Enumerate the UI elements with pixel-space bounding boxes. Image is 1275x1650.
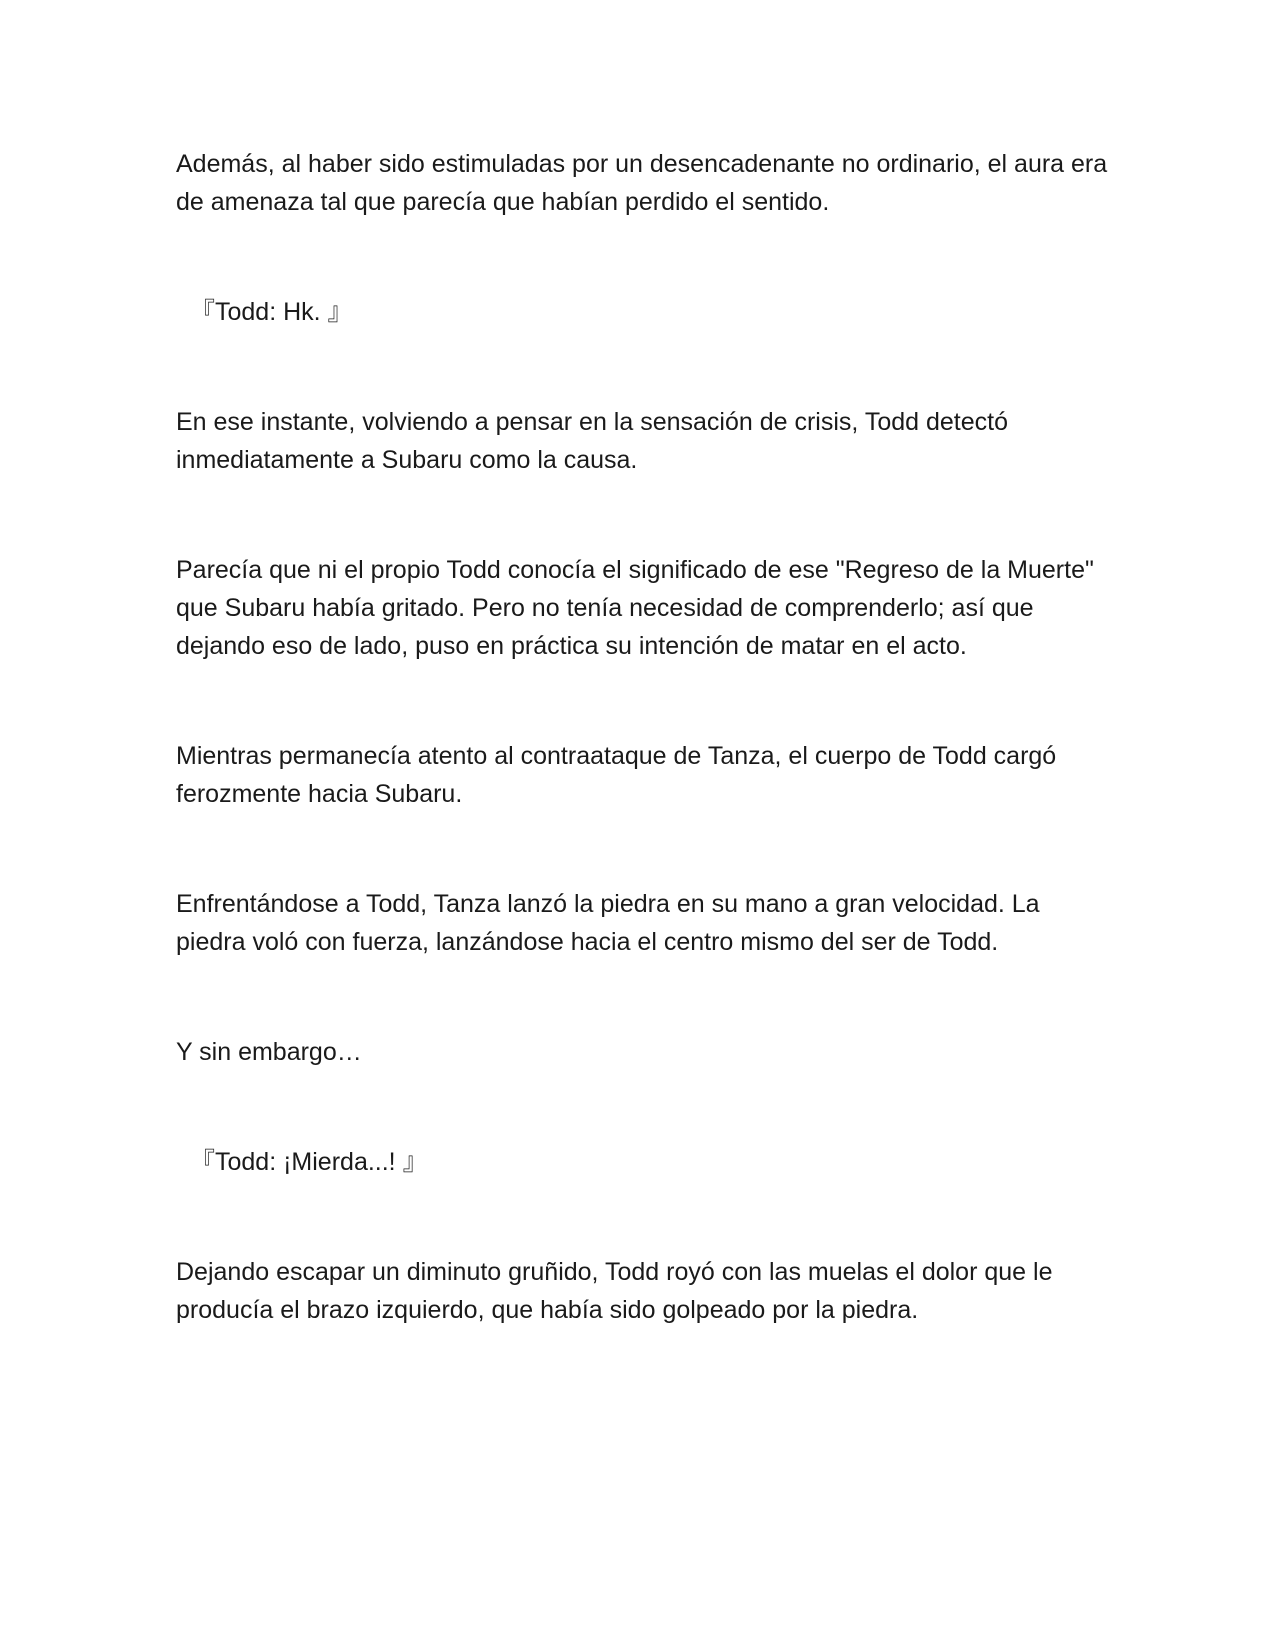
paragraph-3: Parecía que ni el propio Todd conocía el significado de ese "Regreso de la Muerte" que Subaru había gritado. Pero no tenía necesidad de comprenderlo; así que dejando eso de lado, puso en práctica su intención de matar en el acto. [176, 556, 1094, 660]
paragraph-4: Mientras permanecía atento al contraataque de Tanza, el cuerpo de Todd cargó ferozmente hacia Subaru. [176, 742, 1057, 808]
text-body [176, 145, 1111, 1401]
paragraph-2: En ese instante, volviendo a pensar en la sensación de crisis, Todd detectó inmediatamente a Subaru como la causa. [176, 408, 1009, 474]
paragraph-7: Dejando escapar un diminuto gruñido, Todd royó con las muelas el dolor que le producía el brazo izquierdo, que había sido golpeado por la piedra. [176, 1258, 1053, 1324]
dialogue-line-1: 『Todd: Hk. 』 [190, 298, 353, 326]
dialogue-line-2: 『Todd: ¡Mierda...! 』 [190, 1148, 428, 1176]
paragraph-6: Y sin embargo… [176, 1038, 362, 1066]
paragraph-5: Enfrentándose a Todd, Tanza lanzó la piedra en su mano a gran velocidad. La piedra voló con fuerza, lanzándose hacia el centro mismo del ser de Todd. [176, 890, 1040, 956]
paragraph-1: Además, al haber sido estimuladas por un desencadenante no ordinario, el aura era de amenaza tal que parecía que habían perdido el sentido. [176, 150, 1108, 216]
